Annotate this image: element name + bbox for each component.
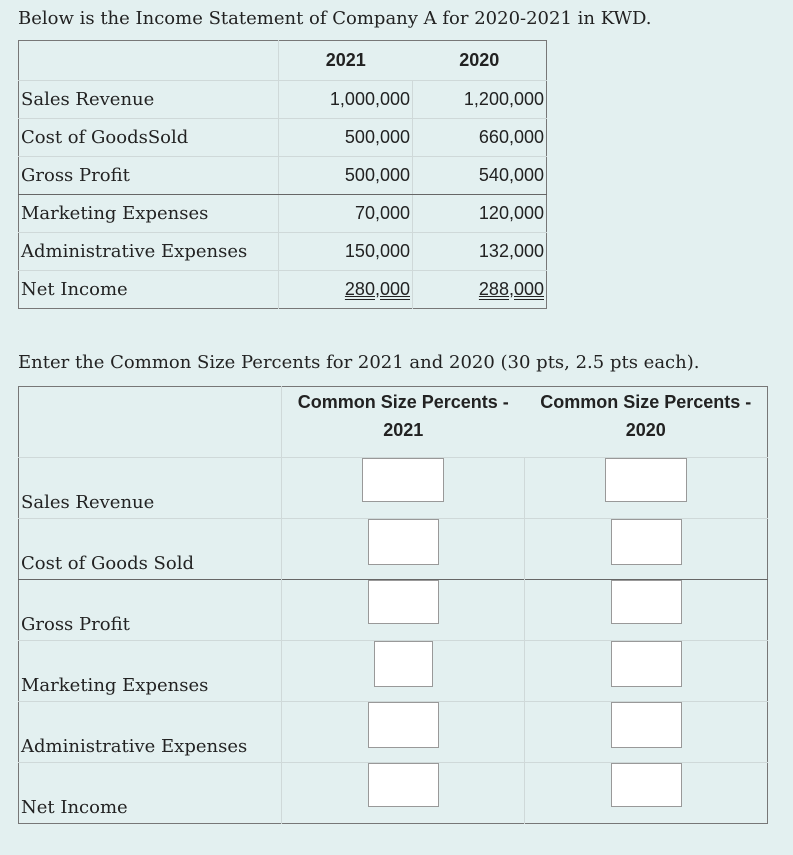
row-label: Gross Profit: [19, 580, 282, 641]
statement-header-row: [19, 41, 547, 81]
row-label: Net Income: [19, 763, 282, 824]
income-statement-table: [18, 40, 547, 309]
row-label: Marketing Expenses: [19, 641, 282, 702]
row-label: Sales Revenue: [19, 458, 282, 519]
cell-2021: [282, 458, 525, 519]
statement-header-blank: [19, 41, 279, 81]
sales-revenue-2020-input[interactable]: [605, 458, 687, 502]
table-row: [19, 580, 768, 641]
cell-2020: [525, 763, 768, 824]
table-row: [19, 119, 547, 157]
value-2020: 132,000: [413, 233, 547, 271]
value-2021: [279, 271, 413, 309]
value-2020: 120,000: [413, 195, 547, 233]
cell-2020: [525, 580, 768, 641]
row-label: Net Income: [19, 271, 279, 309]
value-2021: 70,000: [279, 195, 413, 233]
common-header-blank: [19, 387, 282, 458]
common-header-row: [19, 387, 768, 458]
cell-2021: [282, 763, 525, 824]
net-income-2020-input[interactable]: [611, 763, 682, 807]
table-row: [19, 195, 547, 233]
net-income-2021-input[interactable]: [368, 763, 439, 807]
value-2021: 500,000: [279, 119, 413, 157]
common-header-2020: [525, 387, 768, 458]
table-row: [19, 641, 768, 702]
statement-header-2021: 2021: [279, 41, 413, 81]
table-row: [19, 702, 768, 763]
row-label: Administrative Expenses: [19, 702, 282, 763]
value-2021: 1,000,000: [279, 81, 413, 119]
instructions-text: Enter the Common Size Percents for 2021 and 2020 (30 pts, 2.5 pts each).: [18, 352, 700, 373]
common-header-2020-line1: Common Size Percents -: [540, 392, 752, 412]
marketing-2020-input[interactable]: [611, 641, 682, 687]
common-header-2021-line1: Common Size Percents -: [297, 392, 509, 412]
cell-2020: [525, 702, 768, 763]
table-row: [19, 271, 547, 309]
administrative-2021-input[interactable]: [368, 702, 439, 748]
net-income-2021: 280,000: [344, 279, 410, 299]
gross-profit-2021-input[interactable]: [368, 580, 439, 624]
table-row: [19, 763, 768, 824]
table-row: [19, 233, 547, 271]
statement-header-2020: 2020: [413, 41, 547, 81]
table-row: [19, 519, 768, 580]
table-row: [19, 458, 768, 519]
common-size-table: [18, 386, 768, 824]
cell-2020: [525, 641, 768, 702]
sales-revenue-2021-input[interactable]: [362, 458, 444, 502]
administrative-2020-input[interactable]: [611, 702, 682, 748]
cell-2021: [282, 641, 525, 702]
row-label: Cost of Goods Sold: [19, 519, 282, 580]
table-row: [19, 157, 547, 195]
gross-profit-2020-input[interactable]: [611, 580, 682, 624]
row-label: Administrative Expenses: [19, 233, 279, 271]
value-2021: 500,000: [279, 157, 413, 195]
marketing-2021-input[interactable]: [374, 641, 433, 687]
common-header-2020-line2: 2020: [625, 420, 666, 440]
cell-2021: [282, 702, 525, 763]
cell-2021: [282, 519, 525, 580]
row-label: Cost of GoodsSold: [19, 119, 279, 157]
common-header-2021: [282, 387, 525, 458]
value-2020: 1,200,000: [413, 81, 547, 119]
table-row: [19, 81, 547, 119]
cell-2021: [282, 580, 525, 641]
value-2020: 660,000: [413, 119, 547, 157]
row-label: Marketing Expenses: [19, 195, 279, 233]
value-2020: 540,000: [413, 157, 547, 195]
cell-2020: [525, 519, 768, 580]
net-income-2020: 288,000: [478, 279, 544, 299]
cogs-2021-input[interactable]: [368, 519, 439, 565]
common-header-2021-line2: 2021: [383, 420, 424, 440]
cogs-2020-input[interactable]: [611, 519, 682, 565]
row-label: Gross Profit: [19, 157, 279, 195]
value-2020: [413, 271, 547, 309]
intro-text: Below is the Income Statement of Company A for 2020-2021 in KWD.: [18, 8, 652, 29]
value-2021: 150,000: [279, 233, 413, 271]
cell-2020: [525, 458, 768, 519]
row-label: Sales Revenue: [19, 81, 279, 119]
